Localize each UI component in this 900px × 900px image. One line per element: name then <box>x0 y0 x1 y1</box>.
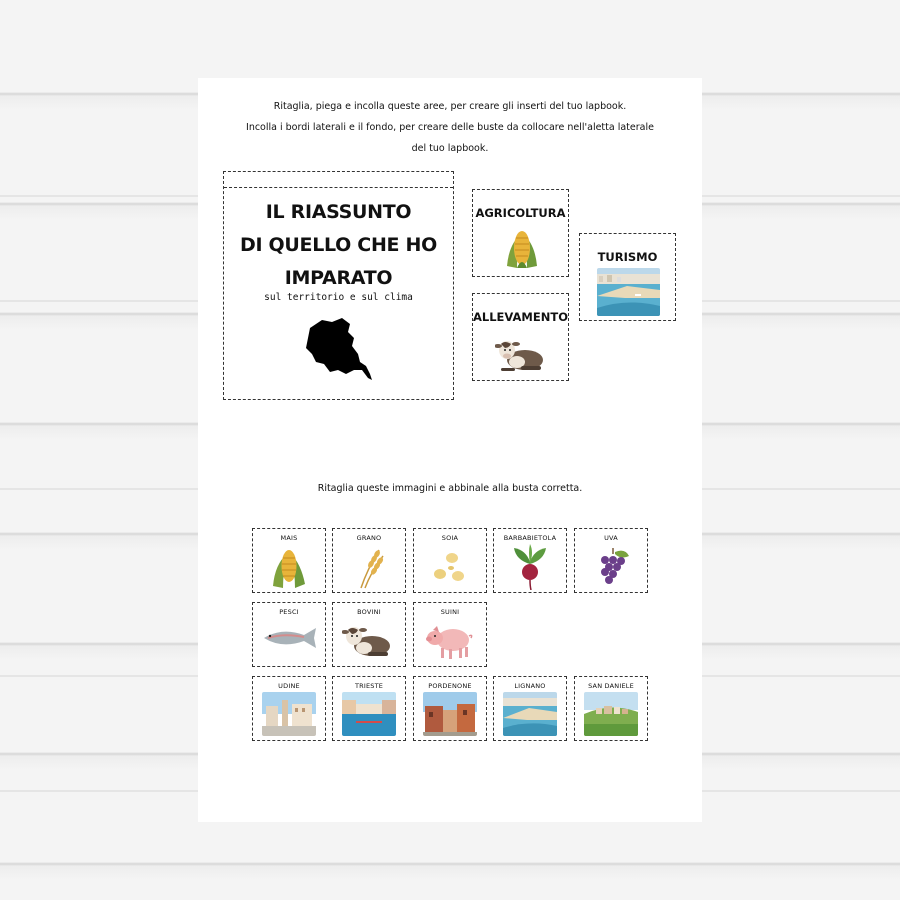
card-san-daniele[interactable] <box>574 676 648 741</box>
soybean-icon <box>430 544 470 590</box>
envelope-agricoltura[interactable] <box>472 189 569 277</box>
intro-line-2: Incolla i bordi laterali e il fondo, per creare delle buste da collocare nell'aletta laterale <box>246 122 654 133</box>
intro-text <box>198 96 702 159</box>
card-label: BOVINI <box>357 608 381 616</box>
city-photo <box>262 692 316 736</box>
intro-line-3: del tuo lapbook. <box>411 143 489 154</box>
card-label: GRANO <box>356 534 382 542</box>
card-label: PORDENONE <box>428 682 472 690</box>
cover-title-line-3: IMPARATO <box>284 267 393 289</box>
card-label: UDINE <box>278 682 300 690</box>
card-suini[interactable] <box>413 602 487 667</box>
card-grano[interactable] <box>332 528 406 593</box>
intro-line-1: Ritaglia, piega e incolla queste aree, per creare gli inserti del tuo lapbook. <box>273 101 627 112</box>
cover-title-line-2: DI QUELLO CHE HO <box>239 234 437 256</box>
grapes-icon <box>591 544 631 590</box>
corn-icon <box>269 544 309 590</box>
card-label: SOIA <box>441 534 459 542</box>
summary-cover <box>223 171 454 400</box>
card-lignano[interactable] <box>493 676 567 741</box>
cover-title-line-1: IL RIASSUNTO <box>265 201 412 223</box>
card-label: MAIS <box>280 534 298 542</box>
beach-photo <box>597 268 660 316</box>
pig-icon <box>425 618 475 662</box>
beet-icon <box>510 544 550 590</box>
cover-title <box>224 196 453 295</box>
wheat-icon <box>349 544 389 590</box>
card-soia[interactable] <box>413 528 487 593</box>
card-uva[interactable] <box>574 528 648 593</box>
card-label: SAN DANIELE <box>588 682 634 690</box>
card-barbabietola[interactable] <box>493 528 567 593</box>
card-label: SUINI <box>440 608 460 616</box>
card-label: PESCI <box>279 608 299 616</box>
envelope-label: TURISMO <box>597 250 658 264</box>
card-trieste[interactable] <box>332 676 406 741</box>
beach-photo <box>503 692 557 736</box>
card-label: BARBABIETOLA <box>503 534 557 542</box>
region-map-icon <box>302 314 376 384</box>
card-pordenone[interactable] <box>413 676 487 741</box>
calf-icon <box>342 618 396 662</box>
envelope-allevamento[interactable] <box>472 293 569 381</box>
envelope-label: AGRICOLTURA <box>475 206 566 220</box>
card-label: UVA <box>604 534 618 542</box>
corn-icon <box>503 226 541 272</box>
hill-town-photo <box>584 692 638 736</box>
card-label: LIGNANO <box>514 682 546 690</box>
lapbook-page <box>198 78 702 822</box>
matching-instruction: Ritaglia queste immagini e abbinale alla busta corretta. <box>317 483 583 494</box>
town-photo <box>423 692 477 736</box>
envelope-turismo[interactable] <box>579 233 676 321</box>
envelope-label: ALLEVAMENTO <box>473 310 568 324</box>
card-mais[interactable] <box>252 528 326 593</box>
cover-subtitle: sul territorio e sul clima <box>264 292 413 303</box>
harbor-photo <box>342 692 396 736</box>
card-udine[interactable] <box>252 676 326 741</box>
card-pesci[interactable] <box>252 602 326 667</box>
card-label: TRIESTE <box>354 682 384 690</box>
card-bovini[interactable] <box>332 602 406 667</box>
fold-line <box>224 187 453 188</box>
calf-icon <box>495 334 549 374</box>
fish-icon <box>258 623 320 653</box>
